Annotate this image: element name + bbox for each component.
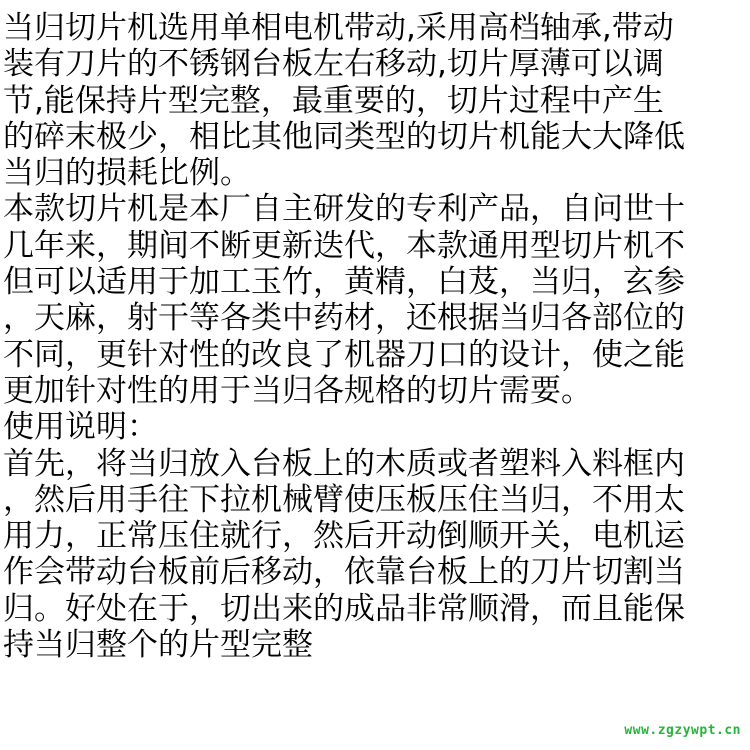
text-line: 持当归整个的片型完整 <box>3 627 313 664</box>
text-line: 当归的损耗比例。 <box>3 155 251 192</box>
text-line: 更加针对性的用于当归各规格的切片需要。 <box>3 372 592 409</box>
document-body <box>3 10 747 663</box>
text-line: 但可以适用于加工玉竹，黄精，白芨，当归，玄参 <box>3 264 685 301</box>
text-line: ，然后用手往下拉机械臂使压板压住当归，不用太 <box>3 481 685 518</box>
section-heading: 使用说明： <box>3 409 158 446</box>
text-line: 首先，将当归放入台板上的木质或者塑料入料框内 <box>3 445 685 482</box>
text-line: 当归切片机选用单相电机带动,采用高档轴承,带动 <box>3 10 674 46</box>
text-line: 作会带动台板前后移动，依靠台板上的刀片切割当 <box>3 554 685 591</box>
text-line: ，天麻，射干等各类中药材，还根据当归各部位的 <box>3 300 685 337</box>
text-line: 不同，更针对性的改良了机器刀口的设计，使之能 <box>3 336 685 373</box>
text-line: 节,能保持片型完整，最重要的，切片过程中产生 <box>3 82 664 119</box>
text-line: 归。好处在于，切出来的成品非常顺滑，而且能保 <box>3 590 685 627</box>
watermark: www.zgzywpt.cn <box>624 723 741 738</box>
text-line: 几年来，期间不断更新迭代，本款通用型切片机不 <box>3 227 685 264</box>
text-line: 装有刀片的不锈钢台板左右移动,切片厚薄可以调 <box>3 46 664 83</box>
text-line: 用力，正常压住就行，然后开动倒顺开关，电机运 <box>3 518 685 555</box>
text-line: 的碎末极少，相比其他同类型的切片机能大大降低 <box>3 118 685 155</box>
text-line: 本款切片机是本厂自主研发的专利产品，自问世十 <box>3 191 685 228</box>
